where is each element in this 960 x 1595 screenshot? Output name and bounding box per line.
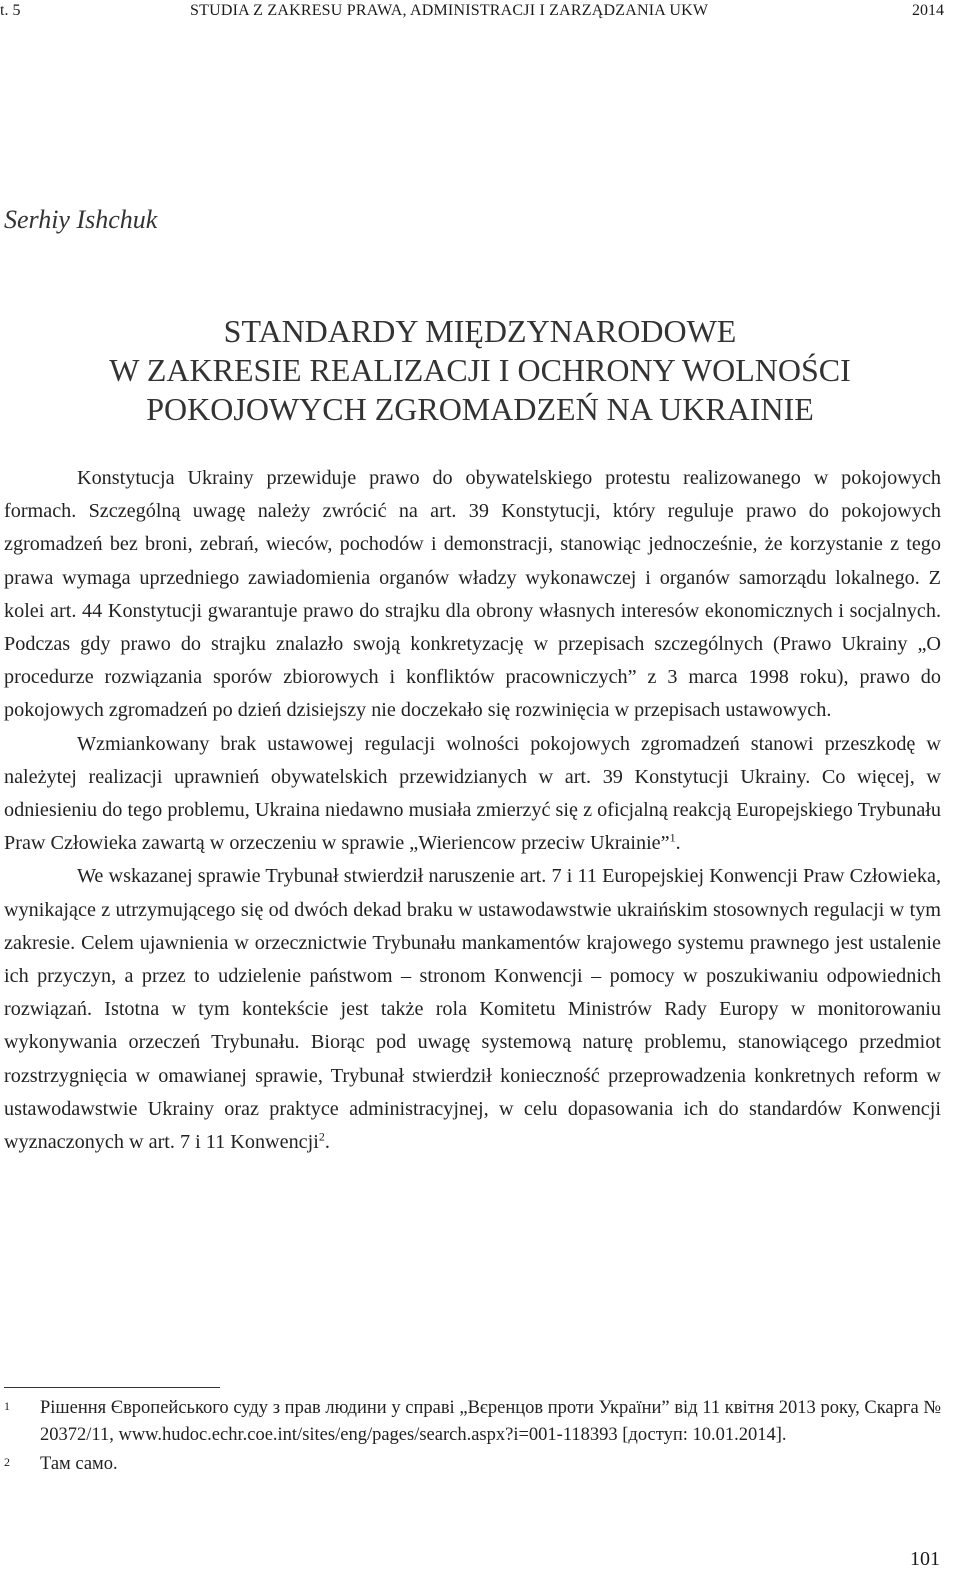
footnote-ref[interactable]: 2 bbox=[318, 1129, 325, 1144]
paragraph-text: Wzmiankowany brak ustawowej regulacji wolności pokojowych zgromadzeń stanowi przeszkodę w należytej realizacji uprawnień obywatelskich przewidzianych w art. 39 Konstytucji Ukrainy. Co więcej, w odniesieniu do tego problemu, Ukraina niedawno musiała zmierzyć się z oficjalną reakcją Europejskiego Trybunału Praw Człowieka zawartą w orzeczeniu w sprawie „Wieriencow przeciw Ukrainie” bbox=[4, 732, 941, 855]
footnote-ref[interactable]: 1 bbox=[669, 830, 676, 845]
footnote-divider bbox=[4, 1387, 220, 1388]
journal-title: STUDIA Z ZAKRESU PRAWA, ADMINISTRACJI I ZARZĄDZANIA UKW bbox=[190, 2, 709, 19]
running-header bbox=[0, 0, 960, 26]
paragraph-text: Konstytucja Ukrainy przewiduje prawo do obywatelskiego protestu realizowanego w pokojowych formach. Szczególną uwagę należy zwrócić na art. 39 Konstytucji, który reguluje prawo do pokojowych zgromadzeń bez broni, zebrań, wieców, pochodów i demonstracji, stanowiąc jednocześnie, że korzystanie z tego prawa wymaga uprzedniego zawiadomienia organów władzy wykonawczej i organów samorządu lokalnego. Z kolei art. 44 Konstytucji gwarantuje prawo do strajku dla obrony własnych interesów ekonomicznych i socjalnych. Podczas gdy prawo do strajku znalazło swoją konkretyzację w przepisach szczególnych (Prawo Ukrainy „O procedurze rozwiązania sporów zbiorowych i konfliktów pracowniczych” z 3 marca 1998 roku), prawo do pokojowych zgromadzeń po dzień dzisiejszy nie doczekało się rozwinięcia w przepisach ustawowych. bbox=[4, 467, 941, 722]
article-title bbox=[0, 312, 960, 429]
author-name: Serhiy Ishchuk bbox=[4, 205, 158, 234]
paragraph: Wzmiankowany brak ustawowej regulacji wolności pokojowych zgromadzeń stanowi przeszkodę w należytej realizacji uprawnień obywatelskich przewidzianych w art. 39 Konstytucji Ukrainy. Co więcej, w odniesieniu do tego problemu, Ukraina niedawno musiała zmierzyć się z oficjalną reakcją Europejskiego Trybunału Praw Człowieka zawartą w orzeczeniu w sprawie „Wieriencow przeciw Ukrainie”$^1$. bbox=[4, 732, 941, 855]
volume-label: t. 5 bbox=[0, 2, 21, 19]
title-line: STANDARDY MIĘDZYNARODOWE bbox=[223, 313, 737, 349]
footnote bbox=[4, 1395, 941, 1449]
footnotes bbox=[4, 1395, 941, 1480]
title-line: W ZAKRESIE REALIZACJI I OCHRONY WOLNOŚCI bbox=[109, 352, 851, 388]
article-body bbox=[4, 462, 941, 1159]
paragraph: We wskazanej sprawie Trybunał stwierdził naruszenie art. 7 i 11 Europejskiej Konwencji Praw Człowieka, wynikające z utrzymującego się od dwóch dekad braku w ustawodawstwie ukraińskim stosownych regulacji w tym zakresie. Celem ujawnienia w orzecznictwie Trybunału mankamentów krajowego systemu prawnego jest ustalenie ich przyczyn, a przez to udzielenie państwom – stronom Konwencji – pomocy w poszukiwaniu odpowiednich rozwiązań. Istotna w tym kontekście jest także rola Komitetu Ministrów Rady Europy w monitorowaniu wykonywania orzeczeń Trybunału. Biorąc pod uwagę systemową naturę problemu, stanowiącego przedmiot rozstrzygnięcia w omawianej sprawie, Trybunał stwierdził konieczność przeprowadzenia konkretnych reform w ustawodawstwie Ukrainy oraz praktyce administracyjnej, w celu dopasowania ich do standardów Konwencji wyznaczonych w art. 7 i 11 Konwencji$^2$. bbox=[4, 865, 941, 1154]
footnote-number: 2 bbox=[4, 1455, 10, 1469]
page-number: 101 bbox=[910, 1548, 940, 1570]
footnote bbox=[4, 1451, 941, 1478]
footnote-text: Там само. bbox=[40, 1454, 118, 1474]
footnote-number: 1 bbox=[4, 1399, 10, 1413]
paragraph bbox=[4, 462, 941, 728]
year-label: 2014 bbox=[912, 2, 944, 19]
title-line: POKOJOWYCH ZGROMADZEŃ NA UKRAINIE bbox=[146, 391, 814, 427]
paragraph-text: We wskazanej sprawie Trybunał stwierdził naruszenie art. 7 i 11 Europejskiej Konwencji Praw Człowieka, wynikające z utrzymującego się od dwóch dekad braku w ustawodawstwie ukraińskim stosownych regulacji w tym zakresie. Celem ujawnienia w orzecznictwie Trybunału mankamentów krajowego systemu prawnego jest ustalenie ich przyczyn, a przez to udzielenie państwom – stronom Konwencji – pomocy w poszukiwaniu odpowiednich rozwiązań. Istotna w tym kontekście jest także rola Komitetu Ministrów Rady Europy w monitorowaniu wykonywania orzeczeń Trybunału. Biorąc pod uwagę systemową naturę problemu, stanowiącego przedmiot rozstrzygnięcia w omawianej sprawie, Trybunał stwierdził konieczność przeprowadzenia konkretnych reform w ustawodawstwie Ukrainy oraz praktyce administracyjnej, w celu dopasowania ich do standardów Konwencji wyznaczonych w art. 7 i 11 Konwencji bbox=[4, 865, 941, 1154]
footnote-text: Рішення Європейського суду з прав людини у справі „Вєренцов проти України” від 11 квітня 2013 року, Скарга № 20372/11, www.hudoc.echr.coe.int/sites/eng/pages/search.aspx?i=001-118393 [доступ: 10.01.2014]. bbox=[40, 1398, 941, 1445]
